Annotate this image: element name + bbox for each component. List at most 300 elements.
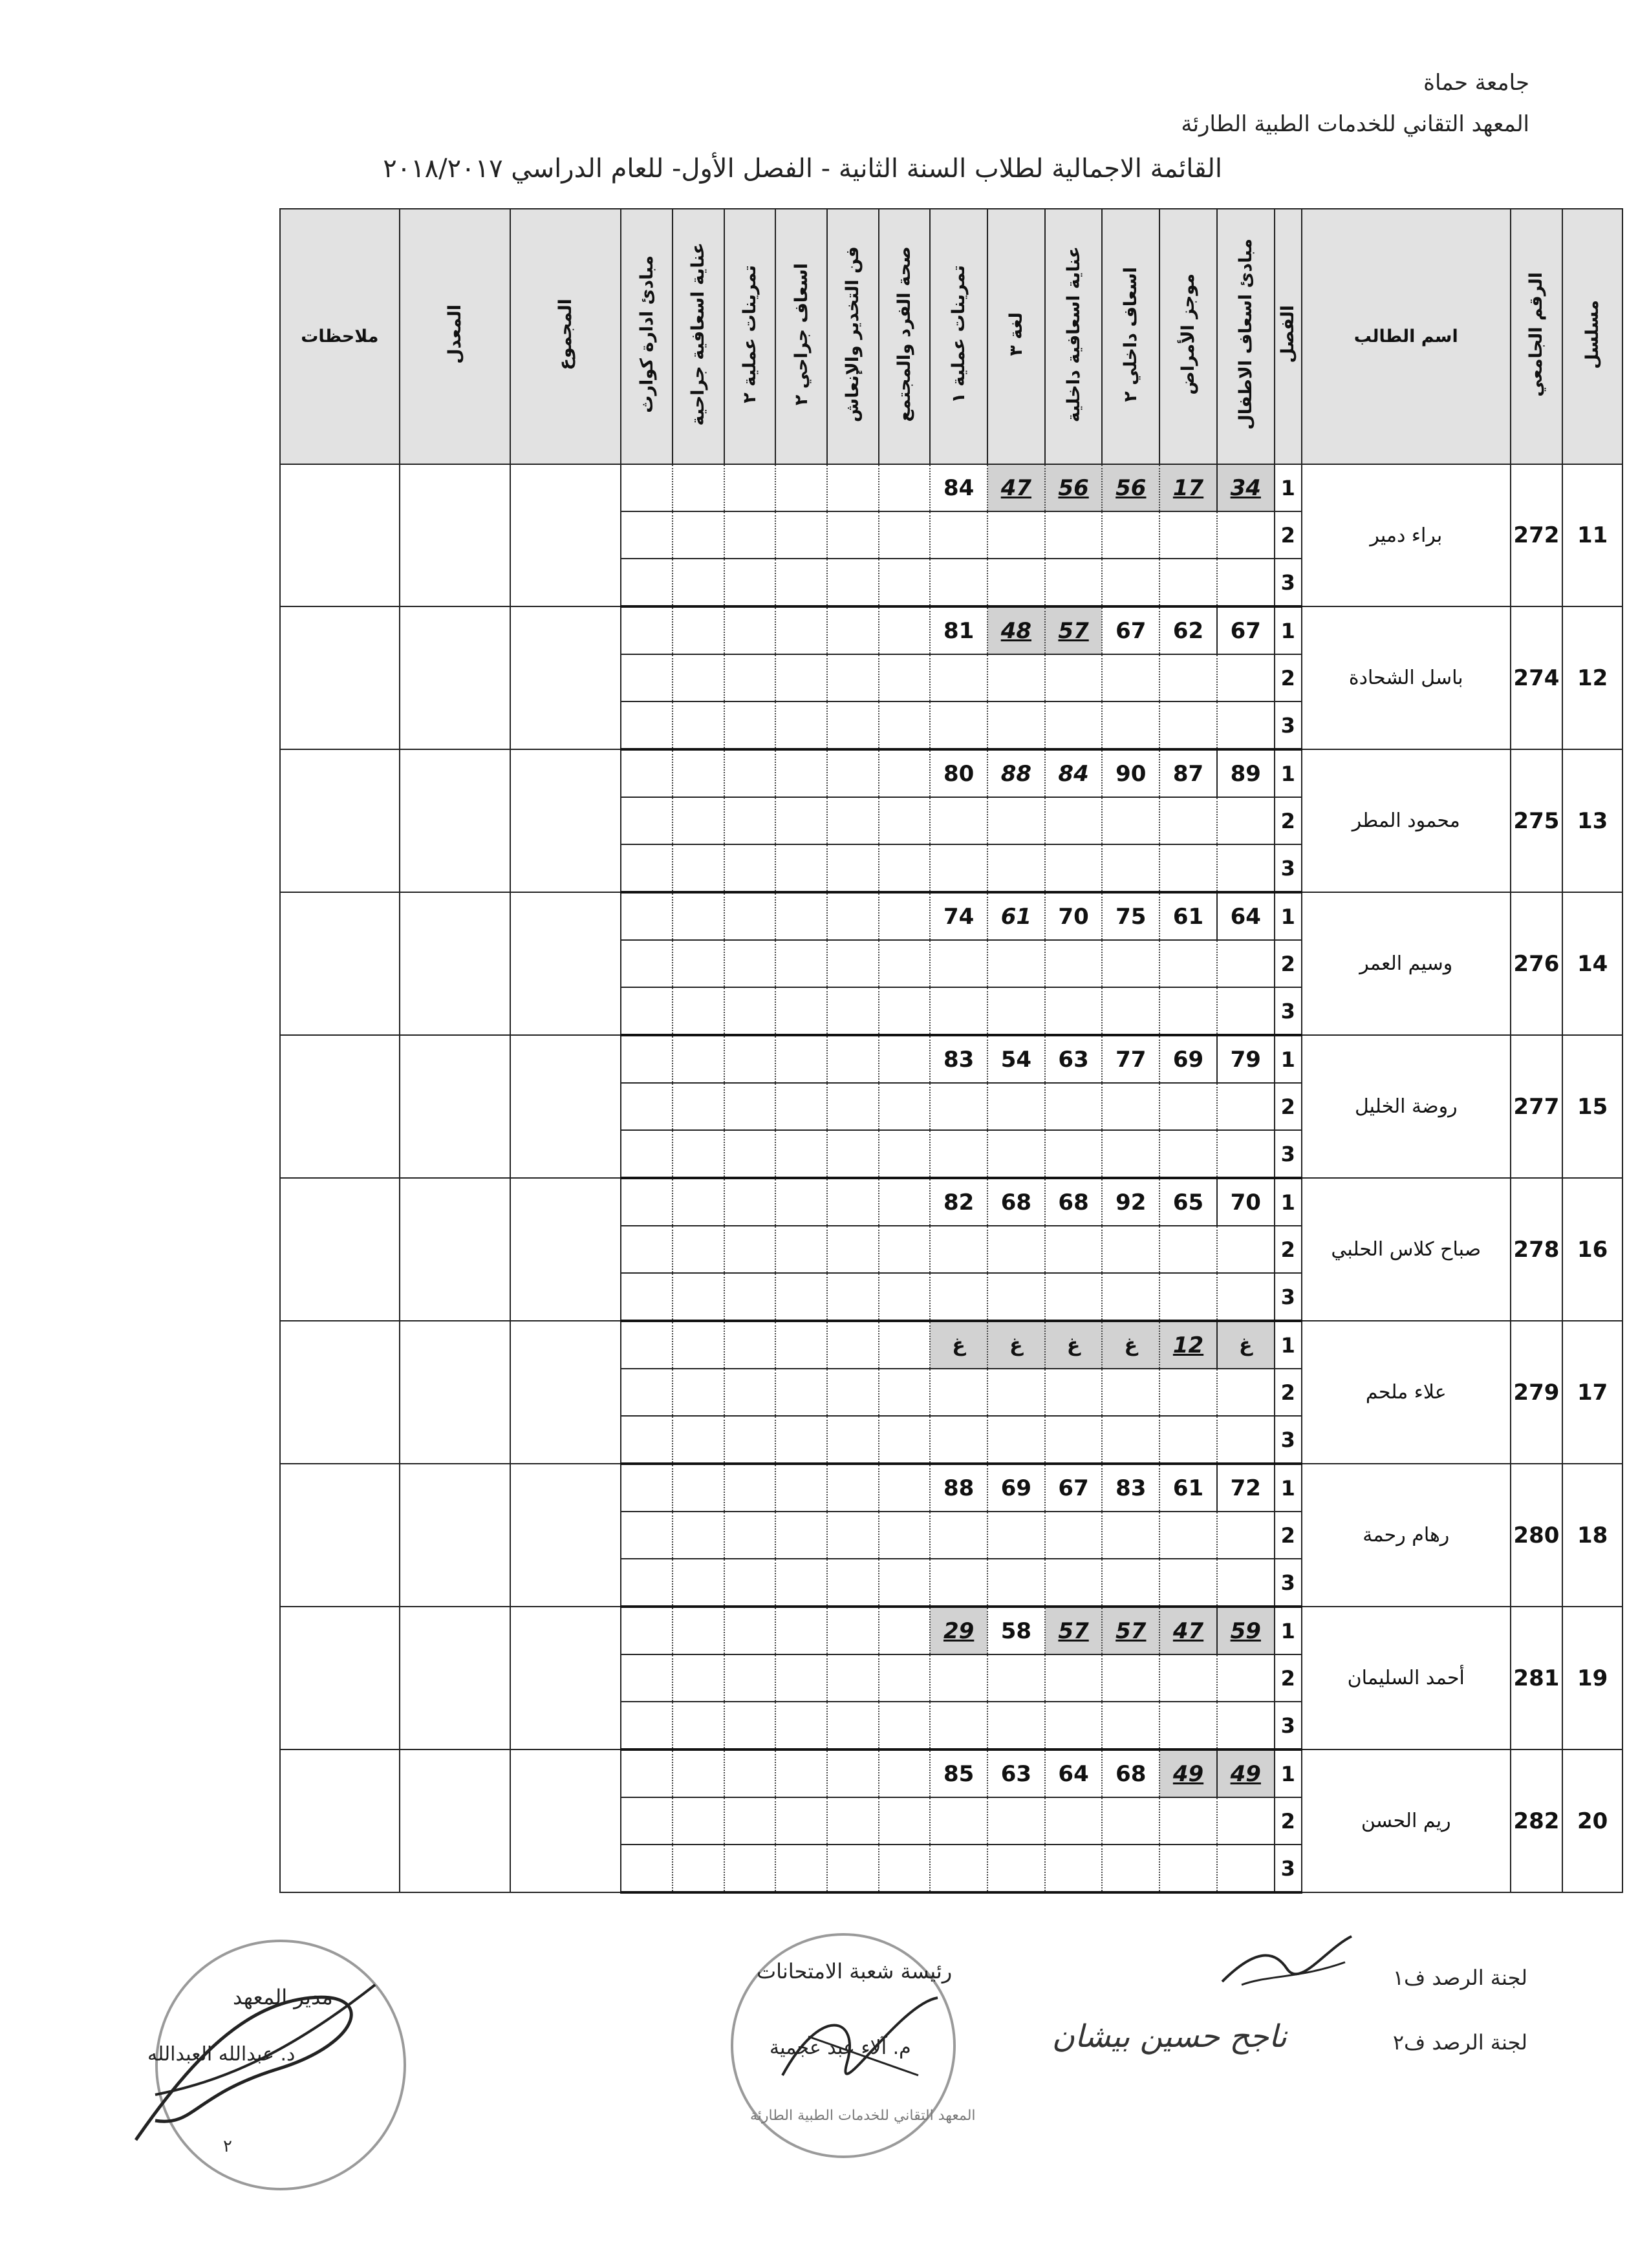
student-id-cell: 279 [1511, 1321, 1563, 1464]
mark-cell: 64 [1217, 892, 1275, 940]
empty-mark-cell [1045, 1416, 1103, 1464]
empty-mark-cell [673, 1273, 724, 1321]
student-name-cell: براء دمير [1302, 464, 1511, 606]
empty-mark-cell [827, 464, 879, 511]
empty-mark-cell [673, 1845, 724, 1892]
average-cell [400, 1749, 510, 1892]
table-row [280, 1464, 1622, 1512]
col-header-serial: مسلسل [1562, 209, 1622, 464]
empty-mark-cell [827, 1321, 879, 1369]
empty-mark-cell [724, 1226, 776, 1273]
total-cell [510, 1035, 621, 1178]
empty-mark-cell [1045, 940, 1103, 987]
empty-mark-cell [775, 1464, 827, 1512]
empty-mark-cell [621, 701, 673, 749]
empty-mark-cell [1159, 559, 1217, 606]
committee2-label: لجنة الرصد ف٢ [1392, 2030, 1527, 2055]
empty-mark-cell [673, 1369, 724, 1416]
empty-mark-cell [1102, 1226, 1159, 1273]
mark-cell: 49 [1217, 1749, 1275, 1797]
mark-cell: 29 [930, 1607, 987, 1654]
total-cell [510, 1464, 621, 1607]
empty-mark-cell [1217, 987, 1275, 1035]
col-header-course: مبادئ اسعاف الاطفال [1217, 209, 1275, 464]
notes-cell [280, 749, 400, 892]
empty-mark-cell [724, 987, 776, 1035]
empty-mark-cell [1045, 1369, 1103, 1416]
empty-mark-cell [775, 559, 827, 606]
mark-cell: 47 [987, 464, 1045, 511]
empty-mark-cell [1102, 1845, 1159, 1892]
empty-mark-cell [930, 654, 987, 701]
total-cell [510, 1321, 621, 1464]
empty-mark-cell [1217, 1083, 1275, 1130]
empty-mark-cell [1217, 1559, 1275, 1607]
empty-mark-cell [1159, 1845, 1217, 1892]
empty-mark-cell [775, 654, 827, 701]
empty-mark-cell [987, 940, 1045, 987]
semester-cell: 3 [1275, 1702, 1302, 1749]
empty-mark-cell [673, 654, 724, 701]
empty-mark-cell [1159, 1559, 1217, 1607]
empty-mark-cell [930, 1416, 987, 1464]
empty-mark-cell [1217, 654, 1275, 701]
empty-mark-cell [879, 511, 931, 559]
empty-mark-cell [1102, 797, 1159, 844]
semester-cell: 2 [1275, 1512, 1302, 1559]
empty-mark-cell [879, 559, 931, 606]
empty-mark-cell [1159, 701, 1217, 749]
empty-mark-cell [1102, 844, 1159, 892]
student-name-cell: علاء ملحم [1302, 1321, 1511, 1464]
empty-mark-cell [1159, 1702, 1217, 1749]
exams-head-title: رئيسة شعبة الامتحانات [757, 1959, 953, 1984]
empty-mark-cell [827, 701, 879, 749]
semester-cell: 2 [1275, 511, 1302, 559]
semester-cell: 3 [1275, 1130, 1302, 1178]
empty-mark-cell [724, 1845, 776, 1892]
empty-mark-cell [621, 606, 673, 654]
page-number: ٢ [223, 2137, 232, 2156]
mark-cell: 47 [1159, 1607, 1217, 1654]
mark-cell: 69 [987, 1464, 1045, 1512]
empty-mark-cell [987, 1369, 1045, 1416]
mark-cell: 56 [1045, 464, 1103, 511]
semester-cell: 2 [1275, 1226, 1302, 1273]
empty-mark-cell [930, 940, 987, 987]
serial-cell: 18 [1562, 1464, 1622, 1607]
empty-mark-cell [827, 1178, 879, 1226]
empty-mark-cell [673, 1512, 724, 1559]
empty-mark-cell [1045, 1845, 1103, 1892]
empty-mark-cell [775, 1416, 827, 1464]
empty-mark-cell [827, 654, 879, 701]
mark-cell: غ [930, 1321, 987, 1369]
semester-cell: 2 [1275, 1797, 1302, 1845]
col-header-course: تمرينات عملية ١ [930, 209, 987, 464]
semester-cell: 1 [1275, 1749, 1302, 1797]
empty-mark-cell [827, 1035, 879, 1083]
semester-cell: 1 [1275, 1178, 1302, 1226]
mark-cell: 12 [1159, 1321, 1217, 1369]
empty-mark-cell [879, 1273, 931, 1321]
empty-mark-cell [621, 1130, 673, 1178]
empty-mark-cell [879, 940, 931, 987]
student-id-cell: 276 [1511, 892, 1563, 1035]
empty-mark-cell [879, 1226, 931, 1273]
empty-mark-cell [1045, 1559, 1103, 1607]
total-cell [510, 1607, 621, 1749]
empty-mark-cell [1159, 1512, 1217, 1559]
empty-mark-cell [827, 1226, 879, 1273]
total-cell [510, 892, 621, 1035]
empty-mark-cell [827, 1845, 879, 1892]
empty-mark-cell [879, 606, 931, 654]
empty-mark-cell [879, 797, 931, 844]
average-cell [400, 606, 510, 749]
mark-cell: 88 [930, 1464, 987, 1512]
col-header-course: عناية اسعافية داخلية [1045, 209, 1103, 464]
empty-mark-cell [621, 1416, 673, 1464]
empty-mark-cell [724, 606, 776, 654]
empty-mark-cell [621, 892, 673, 940]
empty-mark-cell [1159, 940, 1217, 987]
empty-mark-cell [621, 797, 673, 844]
empty-mark-cell [879, 654, 931, 701]
average-cell [400, 749, 510, 892]
mark-cell: 68 [1102, 1749, 1159, 1797]
notes-cell [280, 1321, 400, 1464]
empty-mark-cell [827, 1464, 879, 1512]
empty-mark-cell [987, 701, 1045, 749]
empty-mark-cell [1045, 1797, 1103, 1845]
empty-mark-cell [930, 987, 987, 1035]
empty-mark-cell [1217, 797, 1275, 844]
col-header-course: مبادئ ادارة كوارث [621, 209, 673, 464]
empty-mark-cell [621, 987, 673, 1035]
serial-cell: 12 [1562, 606, 1622, 749]
table-header-row [280, 209, 1622, 464]
student-id-cell: 277 [1511, 1035, 1563, 1178]
empty-mark-cell [879, 844, 931, 892]
empty-mark-cell [879, 464, 931, 511]
empty-mark-cell [1102, 1797, 1159, 1845]
empty-mark-cell [724, 1273, 776, 1321]
empty-mark-cell [724, 1035, 776, 1083]
empty-mark-cell [987, 1273, 1045, 1321]
mark-cell: 87 [1159, 749, 1217, 797]
empty-mark-cell [621, 1178, 673, 1226]
mark-cell: 48 [987, 606, 1045, 654]
empty-mark-cell [987, 1559, 1045, 1607]
mark-cell: 83 [1102, 1464, 1159, 1512]
empty-mark-cell [1217, 1654, 1275, 1702]
empty-mark-cell [673, 1416, 724, 1464]
empty-mark-cell [987, 844, 1045, 892]
empty-mark-cell [930, 844, 987, 892]
empty-mark-cell [1102, 1702, 1159, 1749]
empty-mark-cell [775, 606, 827, 654]
empty-mark-cell [621, 1321, 673, 1369]
semester-cell: 3 [1275, 844, 1302, 892]
empty-mark-cell [724, 1083, 776, 1130]
empty-mark-cell [827, 606, 879, 654]
empty-mark-cell [1102, 1512, 1159, 1559]
mark-cell: 72 [1217, 1464, 1275, 1512]
empty-mark-cell [1045, 844, 1103, 892]
semester-cell: 2 [1275, 654, 1302, 701]
empty-mark-cell [673, 511, 724, 559]
student-name-cell: ريم الحسن [1302, 1749, 1511, 1892]
empty-mark-cell [621, 654, 673, 701]
empty-mark-cell [1159, 1130, 1217, 1178]
empty-mark-cell [879, 1749, 931, 1797]
empty-mark-cell [1217, 701, 1275, 749]
empty-mark-cell [930, 701, 987, 749]
empty-mark-cell [775, 1178, 827, 1226]
empty-mark-cell [724, 1512, 776, 1559]
empty-mark-cell [987, 1226, 1045, 1273]
col-header-course: اسعاف جراحي ٢ [775, 209, 827, 464]
director-signature [116, 1965, 388, 2159]
empty-mark-cell [621, 1845, 673, 1892]
exams-stamp-text: المعهد التقاني للخدمات الطبية الطارئة [750, 2108, 976, 2124]
table-row [280, 606, 1622, 654]
notes-cell [280, 1178, 400, 1321]
empty-mark-cell [879, 1369, 931, 1416]
empty-mark-cell [930, 1130, 987, 1178]
empty-mark-cell [930, 1369, 987, 1416]
empty-mark-cell [1045, 511, 1103, 559]
empty-mark-cell [1159, 1797, 1217, 1845]
empty-mark-cell [1045, 1702, 1103, 1749]
serial-cell: 13 [1562, 749, 1622, 892]
mark-cell: 85 [930, 1749, 987, 1797]
empty-mark-cell [1102, 559, 1159, 606]
semester-cell: 1 [1275, 892, 1302, 940]
empty-mark-cell [621, 464, 673, 511]
page-title: القائمة الاجمالية لطلاب السنة الثانية - الفصل الأول- للعام الدراسي ٢٠١٨/٢٠١٧ [383, 154, 1222, 184]
empty-mark-cell [1102, 1273, 1159, 1321]
mark-cell: 58 [987, 1607, 1045, 1654]
mark-cell: 80 [930, 749, 987, 797]
empty-mark-cell [775, 1702, 827, 1749]
empty-mark-cell [724, 701, 776, 749]
empty-mark-cell [930, 1559, 987, 1607]
total-cell [510, 1749, 621, 1892]
empty-mark-cell [987, 987, 1045, 1035]
empty-mark-cell [724, 1130, 776, 1178]
notes-cell [280, 1464, 400, 1607]
col-header-course: فن التخدير والإنعاش [827, 209, 879, 464]
mark-cell: 89 [1217, 749, 1275, 797]
mark-cell: 79 [1217, 1035, 1275, 1083]
empty-mark-cell [1102, 654, 1159, 701]
empty-mark-cell [1102, 511, 1159, 559]
empty-mark-cell [621, 1035, 673, 1083]
empty-mark-cell [621, 1702, 673, 1749]
empty-mark-cell [930, 559, 987, 606]
student-name-cell: محمود المطر [1302, 749, 1511, 892]
empty-mark-cell [1045, 654, 1103, 701]
empty-mark-cell [930, 1845, 987, 1892]
semester-cell: 1 [1275, 1607, 1302, 1654]
mark-cell: 69 [1159, 1035, 1217, 1083]
empty-mark-cell [930, 1273, 987, 1321]
empty-mark-cell [879, 1035, 931, 1083]
serial-cell: 15 [1562, 1035, 1622, 1178]
mark-cell: 63 [1045, 1035, 1103, 1083]
col-header-course: صحة الفرد والمجتمع [879, 209, 931, 464]
empty-mark-cell [1217, 1416, 1275, 1464]
empty-mark-cell [879, 1607, 931, 1654]
empty-mark-cell [775, 1130, 827, 1178]
serial-cell: 11 [1562, 464, 1622, 606]
empty-mark-cell [1045, 1273, 1103, 1321]
empty-mark-cell [724, 749, 776, 797]
empty-mark-cell [673, 1035, 724, 1083]
empty-mark-cell [827, 559, 879, 606]
empty-mark-cell [827, 1512, 879, 1559]
empty-mark-cell [827, 1607, 879, 1654]
empty-mark-cell [673, 797, 724, 844]
empty-mark-cell [724, 940, 776, 987]
student-name-cell: وسيم العمر [1302, 892, 1511, 1035]
empty-mark-cell [621, 1512, 673, 1559]
mark-cell: 82 [930, 1178, 987, 1226]
grades-table [279, 208, 1623, 1894]
empty-mark-cell [827, 1702, 879, 1749]
empty-mark-cell [827, 987, 879, 1035]
col-header-course: موجز الأمراض [1159, 209, 1217, 464]
empty-mark-cell [724, 559, 776, 606]
empty-mark-cell [775, 1607, 827, 1654]
empty-mark-cell [673, 844, 724, 892]
empty-mark-cell [879, 1559, 931, 1607]
empty-mark-cell [775, 1035, 827, 1083]
empty-mark-cell [724, 844, 776, 892]
empty-mark-cell [1217, 1702, 1275, 1749]
empty-mark-cell [1102, 1416, 1159, 1464]
student-name-cell: أحمد السليمان [1302, 1607, 1511, 1749]
institute-name: المعهد التقاني للخدمات الطبية الطارئة [1181, 111, 1529, 137]
empty-mark-cell [724, 1607, 776, 1654]
semester-cell: 2 [1275, 940, 1302, 987]
empty-mark-cell [775, 844, 827, 892]
empty-mark-cell [1159, 511, 1217, 559]
student-name-cell: باسل الشحادة [1302, 606, 1511, 749]
mark-cell: 61 [1159, 892, 1217, 940]
empty-mark-cell [1217, 559, 1275, 606]
director-title: مدير المعهد [233, 1985, 333, 2009]
university-name: جامعة حماة [1423, 70, 1529, 96]
semester-cell: 2 [1275, 1083, 1302, 1130]
student-id-cell: 280 [1511, 1464, 1563, 1607]
empty-mark-cell [775, 511, 827, 559]
empty-mark-cell [724, 1369, 776, 1416]
empty-mark-cell [1159, 1273, 1217, 1321]
student-id-cell: 278 [1511, 1178, 1563, 1321]
empty-mark-cell [879, 1702, 931, 1749]
empty-mark-cell [827, 1416, 879, 1464]
empty-mark-cell [1045, 1512, 1103, 1559]
average-cell [400, 464, 510, 606]
mark-cell: 57 [1045, 1607, 1103, 1654]
empty-mark-cell [673, 1559, 724, 1607]
empty-mark-cell [987, 1702, 1045, 1749]
mark-cell: غ [1045, 1321, 1103, 1369]
empty-mark-cell [879, 987, 931, 1035]
empty-mark-cell [1217, 844, 1275, 892]
semester-cell: 1 [1275, 1321, 1302, 1369]
average-cell [400, 892, 510, 1035]
student-name-cell: رهام رحمة [1302, 1464, 1511, 1607]
empty-mark-cell [621, 1369, 673, 1416]
semester-cell: 2 [1275, 1369, 1302, 1416]
notes-cell [280, 1749, 400, 1892]
col-header-course: اسعاف داخلي ٢ [1102, 209, 1159, 464]
mark-cell: غ [1102, 1321, 1159, 1369]
empty-mark-cell [621, 844, 673, 892]
total-cell [510, 749, 621, 892]
student-id-cell: 282 [1511, 1749, 1563, 1892]
semester-cell: 3 [1275, 1416, 1302, 1464]
empty-mark-cell [1159, 1416, 1217, 1464]
empty-mark-cell [827, 1273, 879, 1321]
mark-cell: 65 [1159, 1178, 1217, 1226]
mark-cell: 64 [1045, 1749, 1103, 1797]
table-row [280, 1035, 1622, 1083]
empty-mark-cell [1159, 987, 1217, 1035]
empty-mark-cell [621, 1464, 673, 1512]
empty-mark-cell [879, 892, 931, 940]
table-row [280, 1607, 1622, 1654]
exams-head-signature [770, 1978, 951, 2095]
empty-mark-cell [1102, 1130, 1159, 1178]
mark-cell: 77 [1102, 1035, 1159, 1083]
empty-mark-cell [775, 1654, 827, 1702]
mark-cell: 57 [1102, 1607, 1159, 1654]
mark-cell: 61 [987, 892, 1045, 940]
mark-cell: 70 [1217, 1178, 1275, 1226]
empty-mark-cell [1159, 844, 1217, 892]
empty-mark-cell [1102, 701, 1159, 749]
mark-cell: 84 [1045, 749, 1103, 797]
empty-mark-cell [827, 1083, 879, 1130]
empty-mark-cell [775, 892, 827, 940]
semester-cell: 1 [1275, 606, 1302, 654]
empty-mark-cell [1045, 559, 1103, 606]
empty-mark-cell [879, 1512, 931, 1559]
semester-cell: 1 [1275, 1035, 1302, 1083]
empty-mark-cell [1045, 1654, 1103, 1702]
empty-mark-cell [879, 749, 931, 797]
mark-cell: 67 [1217, 606, 1275, 654]
table-row [280, 749, 1622, 797]
empty-mark-cell [621, 1083, 673, 1130]
empty-mark-cell [673, 606, 724, 654]
empty-mark-cell [673, 892, 724, 940]
table-row [280, 464, 1622, 511]
empty-mark-cell [987, 1845, 1045, 1892]
empty-mark-cell [987, 1797, 1045, 1845]
empty-mark-cell [724, 1797, 776, 1845]
empty-mark-cell [775, 749, 827, 797]
empty-mark-cell [673, 559, 724, 606]
mark-cell: 75 [1102, 892, 1159, 940]
empty-mark-cell [775, 940, 827, 987]
empty-mark-cell [827, 511, 879, 559]
